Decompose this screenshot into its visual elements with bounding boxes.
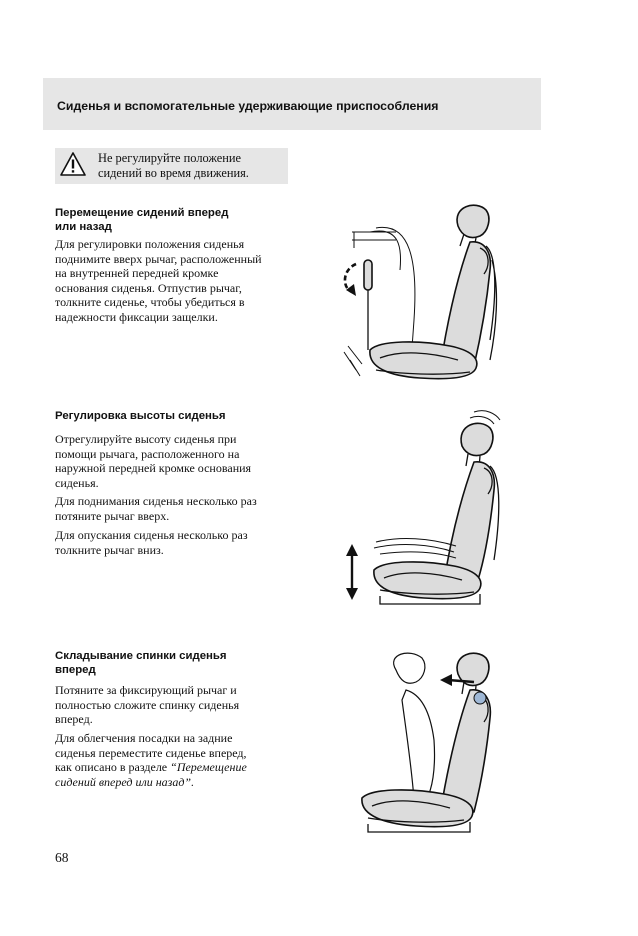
warning-line: сидений во время движения.: [98, 166, 249, 180]
section-paragraph: [55, 432, 295, 490]
page-number: 68: [55, 850, 69, 865]
warning-text: [98, 151, 288, 181]
heading-line: Складывание спинки сиденья: [55, 650, 227, 662]
text-line: на внутренней передней кромке: [55, 266, 219, 281]
slide-lever: [364, 260, 372, 290]
text-line: толкните рычаг вниз.: [55, 542, 164, 557]
headrest: [457, 205, 489, 237]
section-paragraph: [55, 237, 295, 325]
cross-reference: “Перемещение: [170, 760, 247, 775]
seatback-fold-illustration: [340, 650, 510, 840]
heading-line: Регулировка высоты сиденья: [55, 410, 226, 422]
text-line: вперед.: [55, 712, 93, 727]
floor-lines: [344, 346, 362, 376]
text-line: Для опускания сиденья несколько раз: [55, 528, 248, 542]
page-header-title: Сиденья и вспомогательные удерживающие приспособления: [57, 99, 439, 113]
text-line: основания сиденья. Отпустив рычаг,: [55, 280, 242, 295]
seat-height-illustration: [340, 410, 510, 610]
section-paragraph: [55, 731, 295, 789]
text-line: помощи рычага, расположенного на: [55, 446, 240, 461]
warning-triangle-icon: [60, 152, 86, 176]
text-line: Для поднимания сиденья несколько раз: [55, 494, 257, 508]
text-line: поднимите вверх рычаг, расположенный: [55, 251, 262, 266]
section-paragraph: [55, 494, 295, 523]
height-motion-lines: [374, 539, 456, 558]
fold-lever: [474, 692, 486, 704]
text-line: [55, 775, 295, 790]
text-line: Для регулировки положения сиденья: [55, 237, 245, 251]
text-line: [55, 760, 295, 775]
text-line: надежности фиксации защелки.: [55, 309, 218, 324]
text-line: потяните рычаг вверх.: [55, 508, 170, 523]
text-line: сиденья переместите сиденье вперед,: [55, 745, 247, 760]
section-heading-fold: [55, 649, 295, 677]
heading-line: вперед: [55, 664, 96, 676]
seat-fore-aft-illustration: [340, 200, 510, 390]
text-line: сиденья.: [55, 475, 99, 490]
heading-line: Перемещение сидений вперед: [55, 207, 229, 219]
door-outline: [352, 231, 401, 270]
motion-lines: [470, 411, 500, 424]
ghost-backrest: [402, 690, 435, 800]
text-run: как описано в разделе: [55, 760, 171, 775]
section-paragraph: [55, 528, 295, 557]
text-line: наружной передней кромке основания: [55, 461, 252, 476]
text-line: толкните сиденье, чтобы убедиться в: [55, 295, 245, 310]
cross-reference: сидений вперед или назад”.: [55, 774, 195, 789]
text-line: Для облегчения посадки на задние: [55, 731, 233, 745]
section-heading-height: [55, 409, 295, 423]
headrest: [461, 423, 493, 455]
text-line: полностью сложите спинку сиденья: [55, 697, 240, 712]
heading-line: или назад: [55, 221, 112, 233]
ghost-headrest: [394, 653, 425, 683]
warning-line: Не регулируйте положение: [98, 151, 242, 165]
seat-backrest: [444, 462, 494, 582]
text-line: Потяните за фиксирующий рычаг и: [55, 683, 237, 697]
text-line: Отрегулируйте высоту сиденья при: [55, 432, 237, 446]
section-heading-fore-aft: [55, 206, 295, 234]
seat-height-arrows-icon: [346, 544, 358, 600]
section-paragraph: [55, 683, 295, 727]
